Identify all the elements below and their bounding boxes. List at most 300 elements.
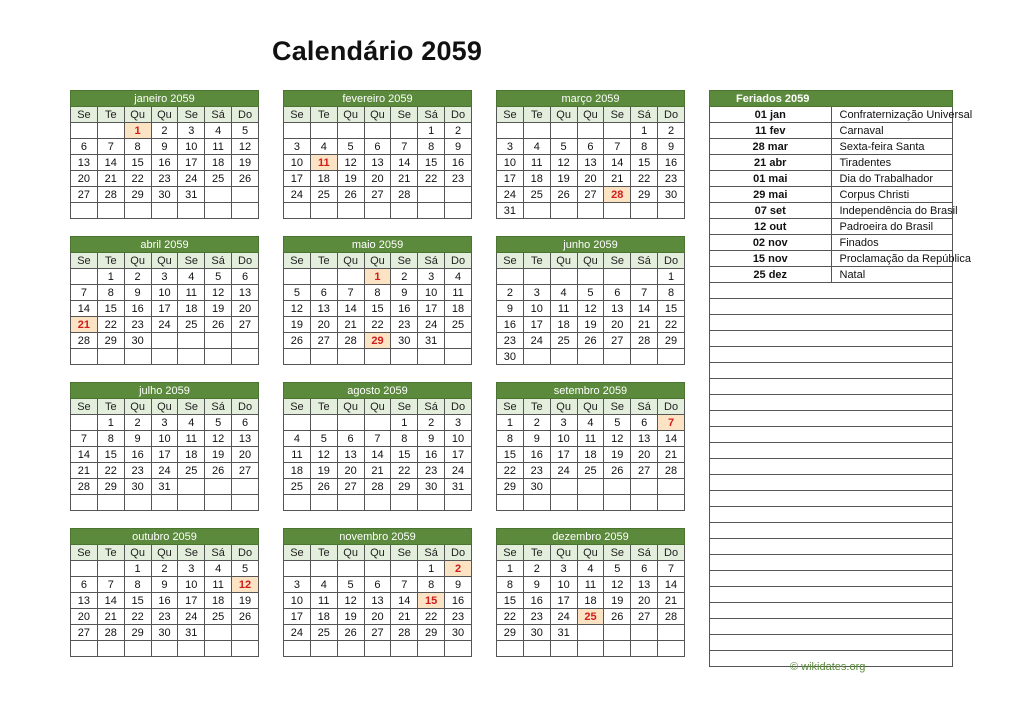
day-cell: 22 <box>97 463 124 479</box>
month-5 <box>496 236 685 365</box>
day-cell: 14 <box>604 155 631 171</box>
day-cell <box>604 123 631 139</box>
day-cell: 29 <box>97 333 124 349</box>
day-cell <box>391 203 418 219</box>
weekday-header: Se <box>71 107 98 123</box>
day-cell: 28 <box>337 333 364 349</box>
blank-cell <box>710 587 953 603</box>
day-cell <box>445 495 472 511</box>
week-row <box>497 561 685 577</box>
day-cell: 18 <box>445 301 472 317</box>
day-cell: 28 <box>391 187 418 203</box>
day-cell: 23 <box>391 317 418 333</box>
day-cell: 30 <box>658 187 685 203</box>
day-cell: 14 <box>391 593 418 609</box>
day-cell: 24 <box>497 187 524 203</box>
week-row <box>284 349 472 365</box>
day-cell: 17 <box>178 593 205 609</box>
holiday-blank-row <box>710 459 953 475</box>
day-cell: 17 <box>523 317 550 333</box>
day-cell: 5 <box>232 561 259 577</box>
weekday-header: Sá <box>205 399 232 415</box>
day-cell: 26 <box>205 463 232 479</box>
day-cell: 18 <box>178 301 205 317</box>
weekday-header: Se <box>391 399 418 415</box>
week-row <box>284 155 472 171</box>
weekday-header: Sá <box>418 107 445 123</box>
weekday-header: Se <box>284 107 311 123</box>
week-row <box>284 187 472 203</box>
day-cell: 10 <box>497 155 524 171</box>
month-table <box>496 528 685 657</box>
day-cell: 15 <box>658 301 685 317</box>
day-cell <box>178 203 205 219</box>
blank-cell <box>710 523 953 539</box>
holiday-blank-row <box>710 635 953 651</box>
day-cell: 31 <box>151 479 178 495</box>
weekday-header: Se <box>284 545 311 561</box>
day-cell: 18 <box>178 447 205 463</box>
day-cell: 16 <box>391 301 418 317</box>
day-cell: 27 <box>631 609 658 625</box>
day-cell <box>364 203 391 219</box>
day-cell: 24 <box>418 317 445 333</box>
month-name: agosto 2059 <box>284 383 472 399</box>
day-cell <box>284 641 311 657</box>
day-cell <box>310 123 337 139</box>
day-cell: 27 <box>631 463 658 479</box>
month-2 <box>496 90 685 219</box>
day-cell <box>445 187 472 203</box>
day-cell: 18 <box>310 609 337 625</box>
weekday-header: Qu <box>550 545 577 561</box>
day-cell: 5 <box>310 431 337 447</box>
day-cell: 5 <box>337 139 364 155</box>
day-cell <box>310 415 337 431</box>
day-cell: 28 <box>604 187 631 203</box>
day-cell: 10 <box>284 593 311 609</box>
day-cell: 24 <box>284 187 311 203</box>
week-row <box>284 139 472 155</box>
day-cell: 6 <box>232 269 259 285</box>
week-row <box>497 625 685 641</box>
day-cell <box>418 641 445 657</box>
day-cell: 16 <box>445 155 472 171</box>
weekday-header: Do <box>232 399 259 415</box>
day-cell: 26 <box>604 609 631 625</box>
blank-cell <box>710 443 953 459</box>
day-cell: 12 <box>550 155 577 171</box>
day-cell: 21 <box>631 317 658 333</box>
day-cell: 16 <box>445 593 472 609</box>
weekday-header: Do <box>445 107 472 123</box>
day-cell <box>178 495 205 511</box>
day-cell: 19 <box>337 609 364 625</box>
week-row <box>497 415 685 431</box>
week-row <box>284 317 472 333</box>
weekday-header: Do <box>658 107 685 123</box>
day-cell: 28 <box>391 625 418 641</box>
holiday-blank-row <box>710 299 953 315</box>
month-10 <box>283 528 472 657</box>
weekday-header: Qu <box>550 399 577 415</box>
day-cell <box>364 641 391 657</box>
day-cell: 23 <box>418 463 445 479</box>
day-cell <box>577 495 604 511</box>
weekday-header: Sá <box>631 545 658 561</box>
day-cell: 22 <box>418 609 445 625</box>
holiday-blank-row <box>710 443 953 459</box>
day-cell: 18 <box>550 317 577 333</box>
day-cell: 9 <box>445 139 472 155</box>
day-cell: 26 <box>205 317 232 333</box>
day-cell: 30 <box>445 625 472 641</box>
weekday-header: Se <box>604 399 631 415</box>
day-cell: 2 <box>445 123 472 139</box>
day-cell: 17 <box>284 171 311 187</box>
day-cell: 4 <box>523 139 550 155</box>
week-row <box>497 269 685 285</box>
holiday-date: 11 fev <box>710 123 832 139</box>
weekday-header: Qu <box>124 545 151 561</box>
day-cell <box>310 561 337 577</box>
day-cell: 16 <box>523 593 550 609</box>
week-row <box>284 463 472 479</box>
day-cell: 5 <box>232 123 259 139</box>
day-cell <box>604 495 631 511</box>
blank-cell <box>710 347 953 363</box>
week-row <box>497 349 685 365</box>
holiday-date: 01 jan <box>710 107 832 123</box>
day-cell: 14 <box>364 447 391 463</box>
day-cell <box>284 495 311 511</box>
blank-cell <box>710 571 953 587</box>
day-cell: 24 <box>178 171 205 187</box>
day-cell: 1 <box>124 561 151 577</box>
day-cell: 22 <box>658 317 685 333</box>
day-cell: 4 <box>550 285 577 301</box>
day-cell: 7 <box>604 139 631 155</box>
week-row <box>71 561 259 577</box>
day-cell: 13 <box>71 155 98 171</box>
month-table <box>70 90 259 219</box>
day-cell: 14 <box>631 301 658 317</box>
holiday-blank-row <box>710 555 953 571</box>
week-row <box>71 495 259 511</box>
month-7 <box>283 382 472 511</box>
day-cell: 12 <box>205 285 232 301</box>
holiday-blank-row <box>710 347 953 363</box>
day-cell <box>124 641 151 657</box>
blank-cell <box>710 507 953 523</box>
day-cell <box>577 203 604 219</box>
weekday-header: Se <box>178 545 205 561</box>
day-cell: 14 <box>337 301 364 317</box>
day-cell: 16 <box>151 155 178 171</box>
day-cell: 24 <box>550 463 577 479</box>
day-cell <box>550 495 577 511</box>
day-cell <box>97 641 124 657</box>
day-cell: 26 <box>337 187 364 203</box>
day-cell: 13 <box>310 301 337 317</box>
day-cell <box>232 187 259 203</box>
day-cell: 1 <box>497 415 524 431</box>
day-cell <box>631 479 658 495</box>
holiday-row <box>710 155 953 171</box>
day-cell <box>178 333 205 349</box>
day-cell: 15 <box>497 593 524 609</box>
day-cell <box>631 495 658 511</box>
day-cell: 3 <box>523 285 550 301</box>
month-name: abril 2059 <box>71 237 259 253</box>
week-row <box>284 123 472 139</box>
day-cell: 20 <box>71 609 98 625</box>
weekday-header: Sá <box>631 399 658 415</box>
day-cell <box>97 349 124 365</box>
holiday-row <box>710 187 953 203</box>
week-row <box>71 155 259 171</box>
weekday-header: Se <box>497 399 524 415</box>
day-cell: 25 <box>445 317 472 333</box>
week-row <box>71 269 259 285</box>
day-cell <box>631 625 658 641</box>
day-cell <box>232 203 259 219</box>
day-cell: 31 <box>445 479 472 495</box>
holiday-blank-row <box>710 379 953 395</box>
weekday-header: Qu <box>337 107 364 123</box>
holidays-header: Feriados 2059 <box>710 91 953 107</box>
day-cell: 29 <box>364 333 391 349</box>
weekday-header: Qu <box>364 399 391 415</box>
weekday-header: Do <box>232 253 259 269</box>
day-cell: 26 <box>284 333 311 349</box>
day-cell: 25 <box>178 463 205 479</box>
day-cell: 6 <box>631 415 658 431</box>
week-row <box>284 479 472 495</box>
weekday-header: Sá <box>418 253 445 269</box>
day-cell: 9 <box>124 285 151 301</box>
day-cell: 10 <box>550 431 577 447</box>
day-cell: 13 <box>337 447 364 463</box>
day-cell: 30 <box>523 479 550 495</box>
day-cell: 5 <box>604 415 631 431</box>
day-cell: 5 <box>205 269 232 285</box>
weekday-header: Se <box>71 399 98 415</box>
page-title: Calendário 2059 <box>272 36 483 66</box>
day-cell: 14 <box>391 155 418 171</box>
day-cell: 7 <box>337 285 364 301</box>
day-cell: 22 <box>364 317 391 333</box>
day-cell: 9 <box>523 431 550 447</box>
day-cell <box>151 495 178 511</box>
day-cell: 24 <box>445 463 472 479</box>
day-cell <box>205 349 232 365</box>
day-cell <box>658 479 685 495</box>
day-cell: 9 <box>124 431 151 447</box>
day-cell: 7 <box>391 577 418 593</box>
day-cell <box>124 349 151 365</box>
weekday-header: Do <box>445 545 472 561</box>
weekday-header: Sá <box>418 399 445 415</box>
weekday-header: Se <box>604 107 631 123</box>
weekday-header: Sá <box>631 107 658 123</box>
day-cell: 8 <box>124 577 151 593</box>
day-cell: 13 <box>232 431 259 447</box>
day-cell: 18 <box>205 155 232 171</box>
weekday-header: Do <box>658 399 685 415</box>
day-cell: 11 <box>178 431 205 447</box>
day-cell: 1 <box>658 269 685 285</box>
day-cell <box>97 561 124 577</box>
weekday-header: Te <box>310 253 337 269</box>
week-row <box>497 495 685 511</box>
week-row <box>71 301 259 317</box>
day-cell: 19 <box>205 301 232 317</box>
day-cell: 14 <box>97 155 124 171</box>
day-cell: 13 <box>232 285 259 301</box>
day-cell: 1 <box>418 123 445 139</box>
holiday-date: 15 nov <box>710 251 832 267</box>
day-cell <box>337 269 364 285</box>
day-cell <box>550 269 577 285</box>
weekday-header: Qu <box>577 545 604 561</box>
day-cell: 15 <box>418 593 445 609</box>
day-cell <box>658 495 685 511</box>
day-cell: 21 <box>364 463 391 479</box>
day-cell <box>151 641 178 657</box>
blank-cell <box>710 491 953 507</box>
day-cell: 17 <box>178 155 205 171</box>
holiday-date: 12 out <box>710 219 832 235</box>
holiday-blank-row <box>710 427 953 443</box>
day-cell: 30 <box>151 625 178 641</box>
weekday-header: Te <box>310 107 337 123</box>
week-row <box>284 269 472 285</box>
day-cell: 8 <box>497 577 524 593</box>
day-cell: 28 <box>71 479 98 495</box>
day-cell: 6 <box>364 577 391 593</box>
day-cell: 21 <box>391 609 418 625</box>
day-cell: 10 <box>178 577 205 593</box>
holidays-panel <box>709 90 973 667</box>
day-cell <box>71 641 98 657</box>
weekday-header: Se <box>604 545 631 561</box>
week-row <box>71 123 259 139</box>
weekday-header: Qu <box>577 399 604 415</box>
day-cell: 12 <box>232 577 259 593</box>
day-cell <box>364 415 391 431</box>
day-cell <box>550 203 577 219</box>
weekday-header: Sá <box>631 253 658 269</box>
weekday-header: Qu <box>577 253 604 269</box>
day-cell: 11 <box>205 139 232 155</box>
day-cell: 3 <box>178 123 205 139</box>
day-cell <box>418 203 445 219</box>
week-row <box>497 171 685 187</box>
day-cell: 3 <box>550 561 577 577</box>
day-cell: 16 <box>523 447 550 463</box>
day-cell: 14 <box>97 593 124 609</box>
day-cell: 7 <box>631 285 658 301</box>
weekday-header: Do <box>658 253 685 269</box>
day-cell <box>310 641 337 657</box>
holiday-row <box>710 219 953 235</box>
day-cell: 11 <box>205 577 232 593</box>
weekday-header: Qu <box>151 253 178 269</box>
day-cell: 12 <box>205 431 232 447</box>
day-cell: 4 <box>178 415 205 431</box>
day-cell: 2 <box>658 123 685 139</box>
month-name: janeiro 2059 <box>71 91 259 107</box>
day-cell <box>364 495 391 511</box>
day-cell: 3 <box>445 415 472 431</box>
holiday-row <box>710 107 953 123</box>
day-cell <box>604 269 631 285</box>
day-cell: 21 <box>337 317 364 333</box>
month-11 <box>496 528 685 657</box>
day-cell: 9 <box>445 577 472 593</box>
day-cell: 14 <box>658 577 685 593</box>
day-cell: 9 <box>658 139 685 155</box>
holiday-row <box>710 171 953 187</box>
day-cell: 5 <box>604 561 631 577</box>
day-cell <box>364 123 391 139</box>
day-cell: 4 <box>577 415 604 431</box>
week-row <box>497 155 685 171</box>
day-cell <box>391 641 418 657</box>
day-cell: 10 <box>151 431 178 447</box>
weekday-header: Qu <box>577 107 604 123</box>
day-cell: 1 <box>391 415 418 431</box>
day-cell <box>71 123 98 139</box>
day-cell <box>232 479 259 495</box>
day-cell: 28 <box>364 479 391 495</box>
day-cell: 8 <box>391 431 418 447</box>
day-cell: 22 <box>391 463 418 479</box>
day-cell <box>178 349 205 365</box>
day-cell: 8 <box>631 139 658 155</box>
weekday-header: Se <box>391 107 418 123</box>
holiday-blank-row <box>710 507 953 523</box>
day-cell: 31 <box>418 333 445 349</box>
day-cell <box>577 479 604 495</box>
blank-cell <box>710 459 953 475</box>
blank-cell <box>710 555 953 571</box>
day-cell <box>550 641 577 657</box>
weekday-header: Se <box>497 545 524 561</box>
week-row <box>497 123 685 139</box>
day-cell <box>232 625 259 641</box>
day-cell <box>550 349 577 365</box>
day-cell: 11 <box>178 285 205 301</box>
day-cell: 5 <box>550 139 577 155</box>
week-row <box>497 431 685 447</box>
month-name: fevereiro 2059 <box>284 91 472 107</box>
weekday-header: Se <box>391 545 418 561</box>
weekday-header: Se <box>497 253 524 269</box>
day-cell: 24 <box>523 333 550 349</box>
day-cell: 29 <box>124 187 151 203</box>
day-cell <box>337 415 364 431</box>
weekday-header: Do <box>445 253 472 269</box>
day-cell: 26 <box>550 187 577 203</box>
month-name: março 2059 <box>497 91 685 107</box>
day-cell: 2 <box>418 415 445 431</box>
week-row <box>284 577 472 593</box>
day-cell: 14 <box>71 301 98 317</box>
week-row <box>71 415 259 431</box>
day-cell: 29 <box>391 479 418 495</box>
